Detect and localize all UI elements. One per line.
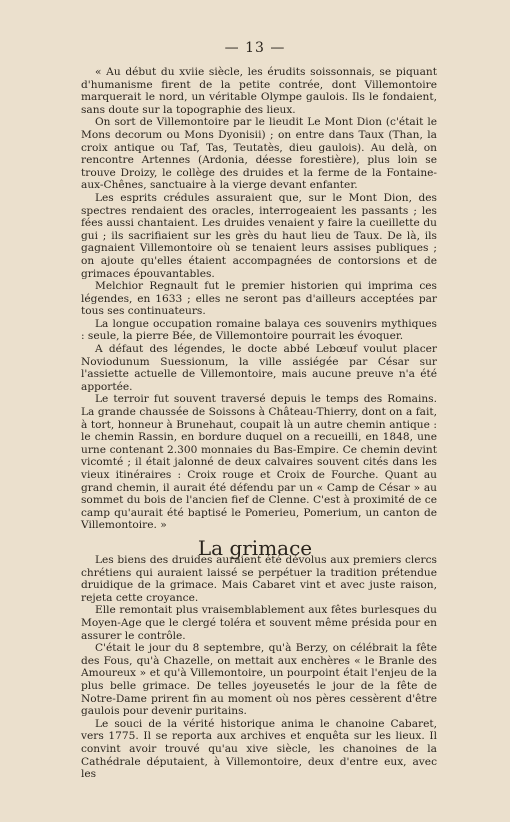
paragraph: « Au début du xviie siècle, les érudits soissonnais, se piquant d'humanisme firent de la petite contrée, dont Villemontoire marquerait le nord, un véritable Olympe gaulois. Ils le fondaient, sans doute sur la topographie des lieux. [81, 66, 437, 116]
paragraph: On sort de Villemontoire par le lieudit Le Mont Dion (c'était le Mons decorum ou Mons Dyonisii) ; on entre dans Taux (Than, la croix antique ou Taf, Tas, Teutatès, dieu gaulois). Au delà, on rencontre Artennes (Ardonia, déesse forestière), plus loin se trouve Droizy, le collège des druides et la ferme de la Fontaine-aux-Chênes, sanctuaire à la vierge devant enfanter. [81, 116, 437, 192]
paragraph: Melchior Regnault fut le premier historien qui imprima ces légendes, en 1633 ; elles ne seront pas d'ailleurs acceptées par tous ses continuateurs. [81, 280, 437, 318]
paragraph: Elle remontait plus vraisemblablement aux fêtes burlesques du Moyen-Age que le clergé toléra et souvent même présida pour en assurer le contrôle. [81, 604, 437, 642]
paragraph: Le terroir fut souvent traversé depuis le temps des Romains. La grande chaussée de Soissons à Château-Thierry, dont on a fait, à tort, honneur à Brunehaut, coupait là un autre chemin antique : le chemin Rassin, en bordure duquel on a recueilli, en 1848, une urne contenant 2.300 monnaies du Bas-Empire. Ce chemin devint vicomté ; il était jalonné de deux calvaires souvent cités dans les vieux itinéraires : Croix rouge et Croix de Fourche. Quant au grand chemin, il aurait été défendu par un « Camp de César » au sommet du bois de l'ancien fief de Clenne. C'est à proximité de ce camp qu'aurait été baptisé le Pomerieu, Pomerium, un canton de Villemontoire. » [81, 393, 437, 532]
page-number: — 13 — [224, 40, 286, 56]
paragraph: Le souci de la vérité historique anima le chanoine Cabaret, vers 1775. Il se reporta aux archives et enquêta sur les lieux. Il convint avoir trouvé qu'au xive siècle, les chanoines de la Cathédrale députaient, à Villemontoire, deux d'entre eux, avec les [81, 717, 437, 781]
section-heading: La grimace [197, 535, 313, 560]
paragraph: Les esprits crédules assuraient que, sur le Mont Dion, des spectres rendaient des oracles, interrogeaient les passants ; les fées aussi chantaient. Les druides venaient y faire la cueillette du gui ; ils sacrifiaient sur les grès du haut lieu de Taux. De là, ils gagnaient Villemontoire où se tenaient leurs assises publiques ; on ajoute qu'elles étaient accompagnées de contorsions et de grimaces épouvantables. [81, 191, 437, 280]
body-text-section-1 [81, 66, 437, 532]
paragraph: A défaut des légendes, le docte abbé Lebœuf voulut placer Noviodunum Suessionum, la ville assiégée par César sur l'assiette actuelle de Villemontoire, mais aucune preuve n'a été apportée. [81, 343, 437, 393]
paragraph: C'était le jour du 8 septembre, qu'à Berzy, on célébrait la fête des Fous, qu'à Chazelle, on mettait aux enchères « le Branle des Amoureux » et qu'à Villemontoire, un pourpoint était l'enjeu de la plus belle grimace. De telles joyeusetés le jour de la fête de Notre-Dame prirent fin au moment où nos pères cessèrent d'être gaulois pour devenir puritains. [81, 642, 437, 718]
paragraph: Les biens des druides auraient été dévolus aux premiers clercs chrétiens qui auraient laissé se perpétuer la tradition prétendue druidique de la grimace. Mais Cabaret vint et avec juste raison, rejeta cette croyance. [81, 554, 437, 604]
paragraph: La longue occupation romaine balaya ces souvenirs mythiques : seule, la pierre Bée, de Villemontoire pourrait les évoquer. [81, 317, 437, 343]
body-text-section-2 [81, 554, 437, 781]
